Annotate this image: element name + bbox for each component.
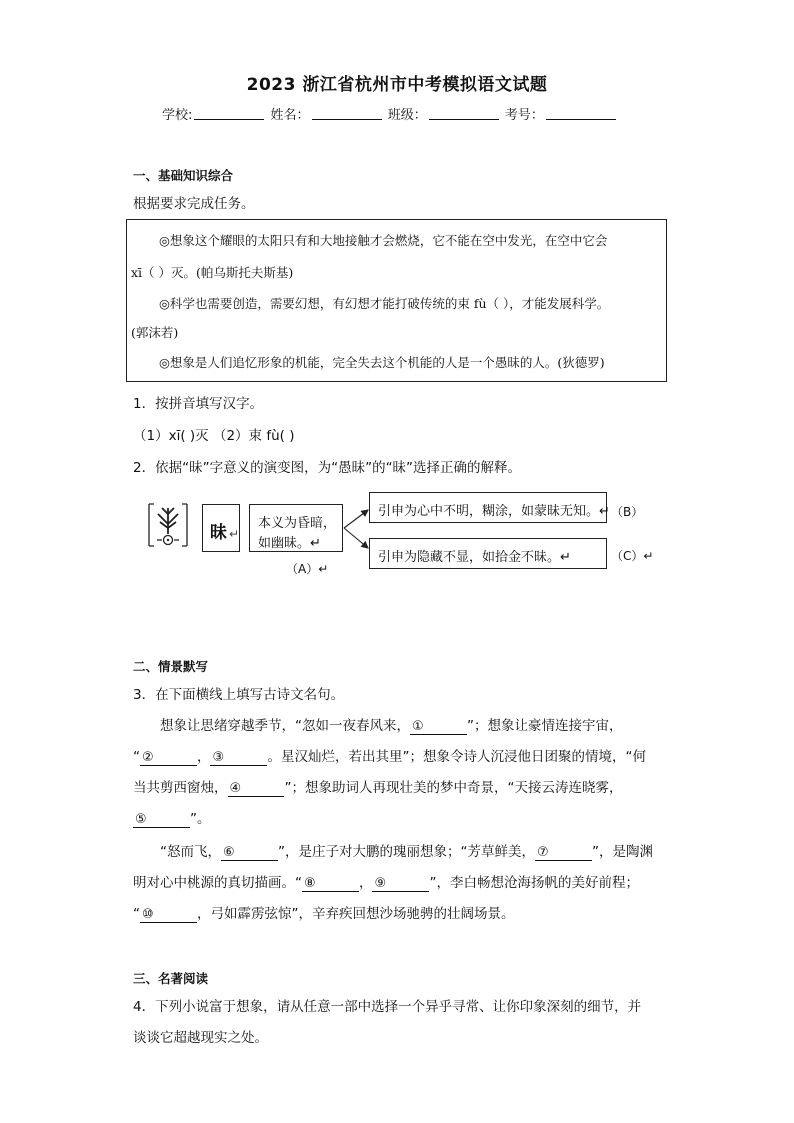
question-4-line-1: 4．下列小说富于想象，请从任意一部中选择一个异乎寻常、让你印象深刻的细节，并 bbox=[133, 999, 642, 1015]
page-title: 2023 浙江省杭州市中考模拟语文试题 bbox=[246, 75, 548, 95]
passage-2-line-2: 明对心中桃源的真切描画。“ ⑧ ， ⑨ ”，李白畅想沧海扬帆的美好前程； bbox=[133, 875, 639, 891]
origin-meaning-box bbox=[249, 504, 343, 552]
passage-1-line-2: “ ② ， ③ 。星汉灿烂，若出其里”；想象令诗人沉浸他日团聚的情境，“何 bbox=[133, 749, 646, 765]
blank-8[interactable]: ⑧ bbox=[302, 876, 359, 892]
blank-1[interactable]: ① bbox=[410, 719, 467, 735]
origin-line-2: 如幽昧。↵ bbox=[258, 536, 321, 551]
quote-1-line-1: ◎想象这个耀眼的太阳只有和大地接触才会燃烧，它不能在空中发光，在空中它会 bbox=[159, 233, 608, 248]
class-label: 班级： bbox=[387, 108, 427, 123]
passage-2-line-3: “ ⑩ ，弓如霹雳弦惊”，辛弃疾回想沙场驰骋的壮阔场景。 bbox=[133, 906, 515, 922]
name-label: 姓名： bbox=[270, 108, 310, 123]
quote-2-line-1: ◎科学也需要创造，需要幻想，有幻想才能打破传统的束 fù（ ），才能发展科学。 bbox=[159, 296, 610, 311]
name-blank[interactable] bbox=[312, 107, 382, 120]
question-2: 2．依据“昧”字意义的演变图，为“愚昧”的“昧”选择正确的解释。 bbox=[133, 460, 522, 476]
origin-line-1: 本义为昏暗， bbox=[258, 516, 337, 531]
question-1: 1．按拼音填写汉字。 bbox=[133, 396, 264, 412]
blank-5[interactable]: ⑤ bbox=[133, 812, 190, 828]
section3-heading: 三、名著阅读 bbox=[133, 971, 209, 986]
section2-heading: 二、情景默写 bbox=[133, 659, 209, 674]
exam-no-label: 考号： bbox=[504, 108, 544, 123]
passage-1-line-4: ⑤ ”。 bbox=[135, 811, 211, 827]
passage-1-line-3: 当共剪西窗烛， ④ ”；想象助词人再现壮美的梦中奇景，“天接云涛连晓雾， bbox=[133, 780, 623, 796]
passage-2-line-1: “怒而飞， ⑥ ”，是庄子对大鹏的瑰丽想象；“芳草鲜美， ⑦ ”，是陶渊 bbox=[160, 844, 653, 860]
section1-instruction: 根据要求完成任务。 bbox=[133, 196, 255, 212]
branch-c-label: （C）↵ bbox=[611, 549, 654, 563]
quote-2-line-2: (郭沫若) bbox=[131, 325, 179, 340]
school-blank[interactable] bbox=[194, 107, 264, 120]
quote-box bbox=[126, 219, 667, 382]
blank-6[interactable]: ⑥ bbox=[221, 845, 278, 861]
exam-no-blank[interactable] bbox=[546, 107, 616, 120]
question-1-items[interactable]: （1）xī( )灭 （2）束 fù( ) bbox=[133, 428, 295, 444]
character-mei: 昧 bbox=[210, 523, 227, 543]
blank-2[interactable]: ② bbox=[140, 750, 197, 766]
branch-b-text: 引申为心中不明，糊涂，如蒙昧无知。↵ bbox=[378, 504, 610, 519]
branch-c-box bbox=[369, 538, 607, 569]
character-box bbox=[202, 504, 240, 552]
question-4-line-2: 谈谈它超越现实之处。 bbox=[133, 1030, 268, 1046]
quote-3-line-1: ◎想象是人们追忆形象的机能，完全失去这个机能的人是一个愚昧的人。(狄德罗) bbox=[159, 355, 605, 370]
blank-9[interactable]: ⑨ bbox=[372, 876, 429, 892]
blank-7[interactable]: ⑦ bbox=[535, 845, 592, 861]
class-blank[interactable] bbox=[429, 107, 499, 120]
character-suffix: ↵ bbox=[229, 527, 240, 541]
blank-3[interactable]: ③ bbox=[210, 750, 267, 766]
section1-heading: 一、基础知识综合 bbox=[133, 168, 234, 183]
branch-c-text: 引申为隐藏不显，如拾金不昧。↵ bbox=[378, 550, 571, 565]
blank-4[interactable]: ④ bbox=[228, 781, 285, 797]
question-3: 3．在下面横线上填写古诗文名句。 bbox=[133, 687, 345, 703]
quote-1-line-2: xī（ ）灭。(帕乌斯托夫斯基) bbox=[131, 265, 294, 280]
passage-1-line-1: 想象让思绪穿越季节，“忽如一夜春风来， ① ”；想象让豪情连接宇宙， bbox=[160, 718, 623, 734]
origin-label: （A）↵ bbox=[286, 562, 329, 576]
branch-b-box bbox=[369, 492, 610, 523]
branch-b-label: （B） bbox=[611, 505, 644, 519]
student-info-row bbox=[162, 104, 618, 123]
school-label: 学校: bbox=[162, 108, 193, 123]
ancient-glyph-icon bbox=[146, 500, 190, 550]
blank-10[interactable]: ⑩ bbox=[140, 907, 197, 923]
